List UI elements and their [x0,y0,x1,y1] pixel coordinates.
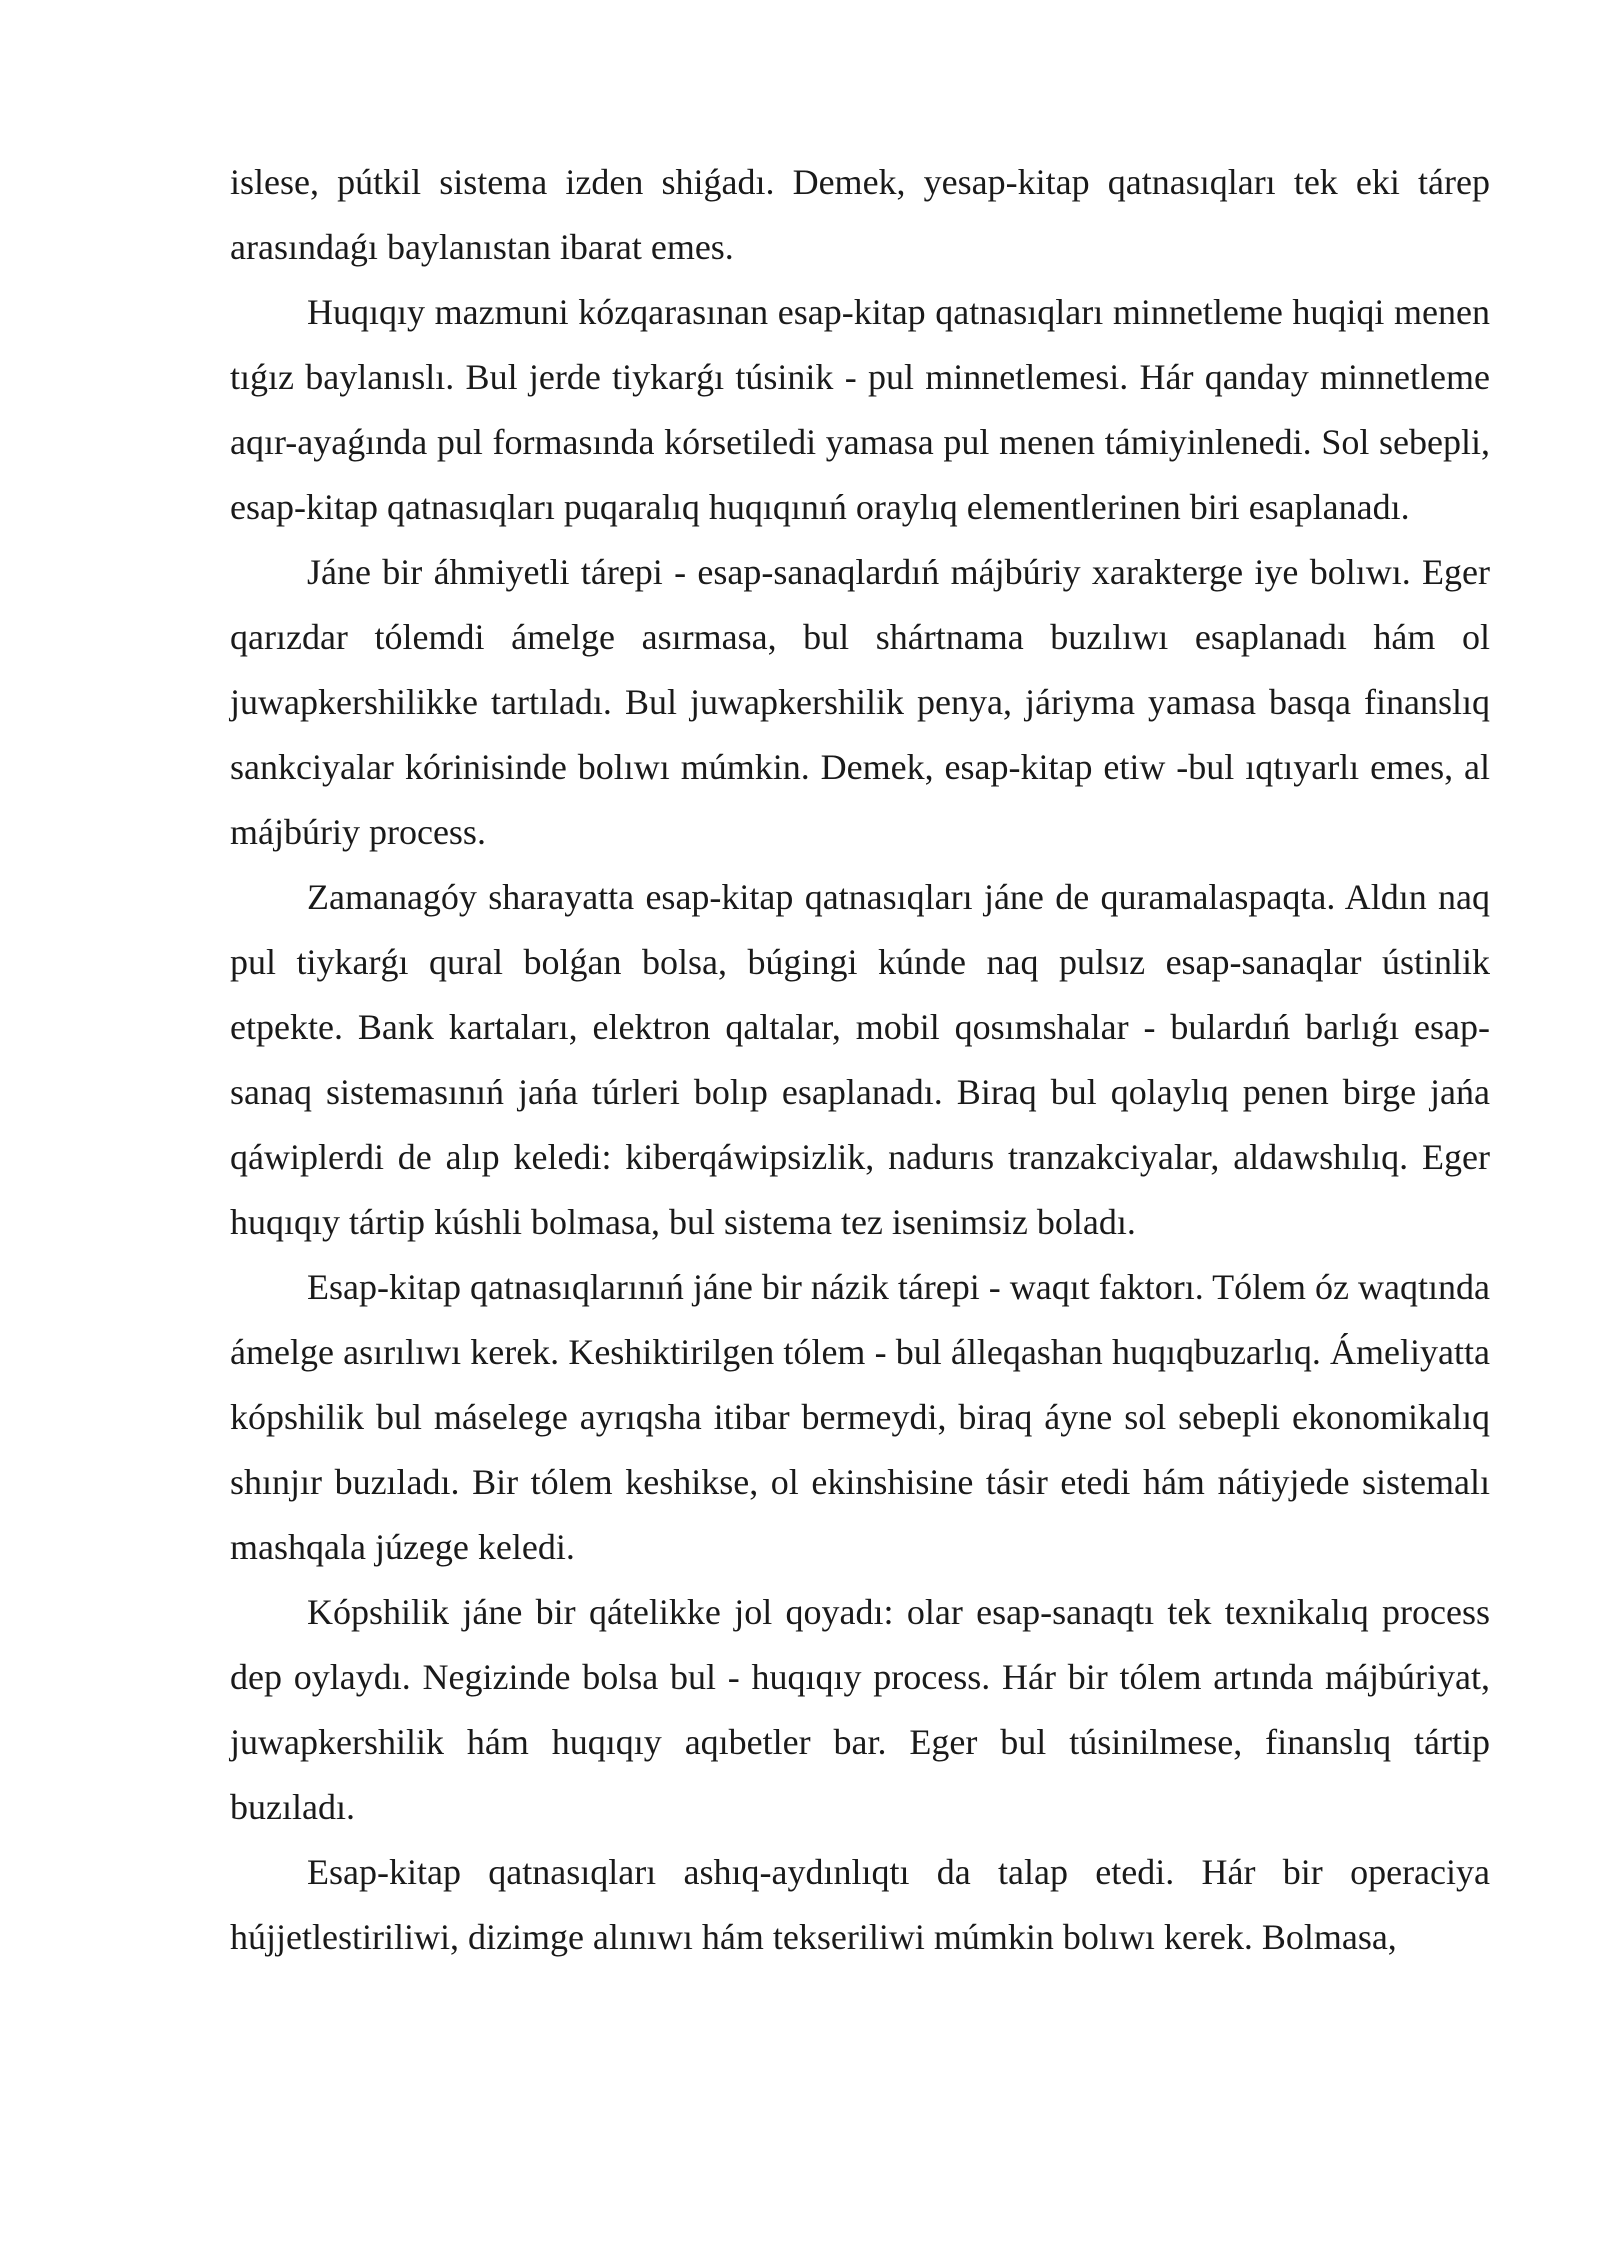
document-page [230,150,1490,1970]
paragraph-6: Kópshilik jáne bir qátelikke jol qoyadı: olar esap-sanaqtı tek texnikalıq process dep oylaydı. Negizinde bolsa bul - huqıqıy process. Hár bir tólem artında májbúriyat, juwapkershilik hám huqıqıy aqıbetler bar. Eger bul túsinilmese, finanslıq tártip buzıladı. [230,1592,1490,1827]
paragraph-2: Huqıqıy mazmuni kózqarasınan esap-kitap qatnasıqları minnetleme huqiqi menen tıǵız baylanıslı. Bul jerde tiykarǵı túsinik - pul minnetlemesi. Hár qanday minnetleme aqır-ayaǵında pul formasında kórsetiledi yamasa pul menen támiyinlenedi. Sol sebepli, esap-kitap qatnasıqları puqaralıq huqıqınıń oraylıq elementlerinen biri esaplanadı. [230,292,1490,527]
paragraph-5: Esap-kitap qatnasıqlarınıń jáne bir názik tárepi - waqıt faktorı. Tólem óz waqtında ámelge asırılıwı kerek. Keshiktirilgen tólem - bul álleqashan huqıqbuzarlıq. Ámeliyatta kópshilik bul máselege ayrıqsha itibar bermeydi, biraq áyne sol sebepli ekonomikalıq shınjır buzıladı. Bir tólem keshikse, ol ekinshisine tásir etedi hám nátiyjede sistemalı mashqala júzege keledi. [230,1267,1490,1567]
paragraph-3: Jáne bir áhmiyetli tárepi - esap-sanaqlardıń májbúriy xarakterge iye bolıwı. Eger qarızdar tólemdi ámelge asırmasa, bul shártnama buzılıwı esaplanadı hám ol juwapkershilikke tartıladı. Bul juwapkershilik penya, járiyma yamasa basqa finanslıq sankciyalar kórinisinde bolıwı múmkin. Demek, esap-kitap etiw -bul ıqtıyarlı emes, al májbúriy process. [230,552,1490,852]
paragraph-4: Zamanagóy sharayatta esap-kitap qatnasıqları jáne de quramalaspaqta. Aldın naq pul tiykarǵı qural bolǵan bolsa, búgingi kúnde naq pulsız esap-sanaqlar ústinlik etpekte. Bank kartaları, elektron qaltalar, mobil qosımshalar - bulardıń barlıǵı esap-sanaq sistemasınıń jańa túrleri bolıp esaplanadı. Biraq bul qolaylıq penen birge jańa qáwiplerdi de alıp keledi: kiberqáwipsizlik, nadurıs tranzakciyalar, aldawshılıq. Eger huqıqıy tártip kúshli bolmasa, bul sistema tez isenimsiz boladı. [230,877,1490,1242]
paragraph-7: Esap-kitap qatnasıqları ashıq-aydınlıqtı da talap etedi. Hár bir operaciya hújjetlestiriliwi, dizimge alınıwı hám tekseriliwi múmkin bolıwı kerek. Bolmasa, [230,1852,1490,1957]
paragraph-1: islese, pútkil sistema izden shiǵadı. Demek, yesap-kitap qatnasıqları tek eki tárep arasındaǵı baylanıstan ibarat emes. [230,162,1490,267]
